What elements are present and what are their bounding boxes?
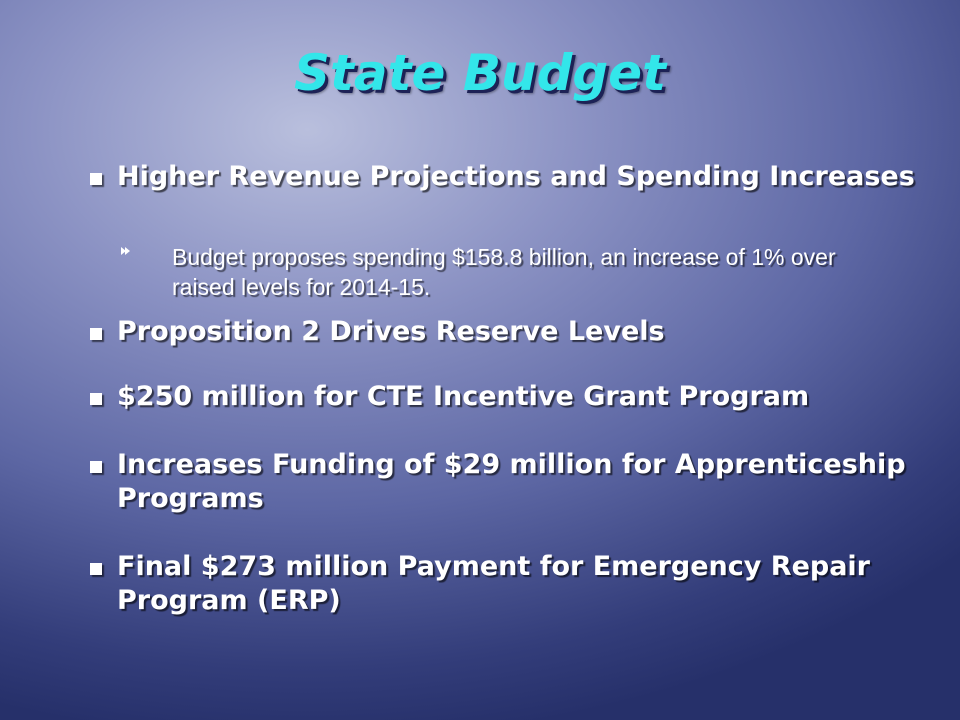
bullet-text: $250 million for CTE Incentive Grant Program [117, 381, 810, 412]
square-bullet-icon [90, 328, 102, 340]
square-bullet-icon [90, 173, 102, 185]
slide-title: State Budget [294, 44, 666, 102]
bullet-text: Increases Funding of $29 million for Apprenticeship Programs [117, 449, 906, 514]
bullet-text: Proposition 2 Drives Reserve Levels [117, 316, 665, 347]
square-bullet-icon [90, 393, 102, 405]
square-bullet-icon [90, 461, 102, 473]
square-bullet-icon [90, 563, 102, 575]
arrow-bullet-icon [120, 244, 134, 258]
bullet-text: Higher Revenue Projections and Spending Increases [117, 161, 915, 192]
sub-bullet-text: Budget proposes spending $158.8 billion, an increase of 1% over raised levels for 2014-15. [172, 244, 836, 300]
bullet-text: Final $273 million Payment for Emergency Repair Program (ERP) [117, 551, 870, 616]
